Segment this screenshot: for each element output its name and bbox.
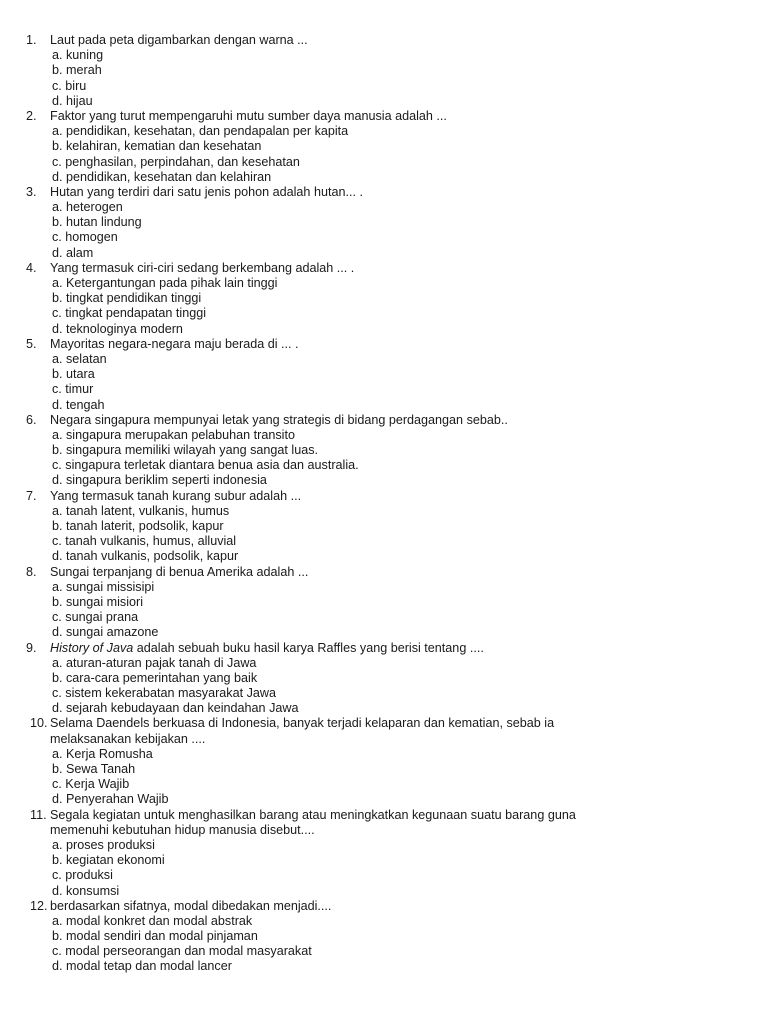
question-number: 4. <box>26 260 37 275</box>
question-text: Mayoritas negara-negara maju berada di ... . <box>50 336 299 351</box>
option-b: b. tanah laterit, podsolik, kapur <box>52 519 224 533</box>
question-text-continued: melaksanakan kebijakan .... <box>50 731 206 746</box>
option-a: a. sungai missisipi <box>52 579 155 594</box>
option-b: b. singapura memiliki wilayah yang sangat luas. <box>52 443 319 458</box>
question-8 <box>0 565 768 641</box>
question-2 <box>0 109 768 185</box>
question-text: Laut pada peta digambarkan dengan warna ... <box>50 33 308 47</box>
question-8-stem <box>0 565 768 580</box>
question-2-stem <box>0 109 768 124</box>
option-d: d. pendidikan, kesehatan dan kelahiran <box>52 169 272 184</box>
question-text-continued: memenuhi kebutuhan hidup manusia disebut.... <box>50 822 315 837</box>
question-number: 6. <box>26 412 37 427</box>
option-d: d. tengah <box>52 397 105 412</box>
question-6 <box>0 413 768 489</box>
option-a: a. aturan-aturan pajak tanah di Jawa <box>52 655 257 670</box>
question-1-stem <box>0 33 768 48</box>
question-text: Yang termasuk ciri-ciri sedang berkembang adalah ... . <box>50 260 355 275</box>
question-number: 8. <box>26 564 37 579</box>
question-number: 5. <box>26 336 37 351</box>
question-11 <box>0 808 768 899</box>
question-9-stem <box>0 641 768 656</box>
option-d: d. tanah vulkanis, podsolik, kapur <box>52 549 239 564</box>
question-5-stem <box>0 337 768 352</box>
question-10 <box>0 716 768 807</box>
question-number: 2. <box>26 108 37 123</box>
question-4-stem <box>0 261 768 276</box>
option-b: b. merah <box>52 63 102 78</box>
option-c: c. timur <box>52 382 94 397</box>
question-text: Segala kegiatan untuk menghasilkan barang atau meningkatkan kegunaan suatu barang guna <box>50 807 576 822</box>
option-a: a. heterogen <box>52 200 123 215</box>
question-text: berdasarkan sifatnya, modal dibedakan menjadi.... <box>50 898 332 913</box>
question-10-stem <box>0 716 768 731</box>
question-number: 3. <box>26 184 37 199</box>
question-9 <box>0 641 768 717</box>
option-c: c. sistem kekerabatan masyarakat Jawa <box>52 686 276 701</box>
option-d: d. modal tetap dan modal lancer <box>52 959 232 974</box>
option-a: a. tanah latent, vulkanis, humus <box>52 503 230 518</box>
question-6-stem <box>0 413 768 428</box>
book-title: History of Java <box>50 640 134 655</box>
option-b: b. kelahiran, kematian dan kesehatan <box>52 139 262 154</box>
option-d: d. teknologinya modern <box>52 321 183 336</box>
question-number: 7. <box>26 488 37 503</box>
question-number: 12. <box>30 898 48 913</box>
question-5 <box>0 337 768 413</box>
question-text: Sungai terpanjang di benua Amerika adalah ... <box>50 564 309 579</box>
question-3-stem <box>0 185 768 200</box>
option-a: a. Ketergantungan pada pihak lain tinggi <box>52 276 278 290</box>
option-b: b. utara <box>52 367 95 382</box>
question-number: 10. <box>30 716 48 731</box>
question-12 <box>0 899 768 975</box>
question-sheet <box>0 33 768 975</box>
question-number: 9. <box>26 640 37 655</box>
option-b: b. kegiatan ekonomi <box>52 853 165 868</box>
question-7 <box>0 489 768 565</box>
option-c: c. penghasilan, perpindahan, dan kesehatan <box>52 154 300 169</box>
option-c: c. tingkat pendapatan tinggi <box>52 306 207 321</box>
option-c: c. singapura terletak diantara benua asia dan australia. <box>52 458 359 473</box>
question-text: adalah sebuah buku hasil karya Raffles yang berisi tentang .... <box>133 640 484 655</box>
option-a: a. Kerja Romusha <box>52 746 153 761</box>
option-d: d. singapura beriklim seperti indonesia <box>52 473 267 488</box>
question-3 <box>0 185 768 261</box>
option-b: b. hutan lindung <box>52 215 142 230</box>
option-a: a. singapura merupakan pelabuhan transito <box>52 427 295 442</box>
option-b: b. sungai misiori <box>52 594 143 609</box>
option-a: a. selatan <box>52 351 107 366</box>
question-12-stem <box>0 899 768 914</box>
question-number: 11. <box>30 807 47 822</box>
option-a: a. pendidikan, kesehatan, dan pendapalan per kapita <box>52 124 349 139</box>
option-c: c. sungai prana <box>52 610 139 625</box>
question-text: Hutan yang terdiri dari satu jenis pohon adalah hutan... . <box>50 184 363 199</box>
option-d: d. sungai amazone <box>52 625 159 640</box>
question-text: Yang termasuk tanah kurang subur adalah ... <box>50 488 302 503</box>
option-d: d. alam <box>52 245 94 260</box>
option-a: a. kuning <box>52 48 104 63</box>
option-a: a. modal konkret dan modal abstrak <box>52 913 253 928</box>
option-b: b. cara-cara pemerintahan yang baik <box>52 670 258 685</box>
question-11-stem <box>0 808 768 823</box>
option-c: c. biru <box>52 78 87 93</box>
option-d: d. konsumsi <box>52 883 120 898</box>
option-d: d. sejarah kebudayaan dan keindahan Jawa <box>52 701 299 716</box>
question-4 <box>0 261 768 337</box>
option-b: b. Sewa Tanah <box>52 762 136 776</box>
question-text: Negara singapura mempunyai letak yang strategis di bidang perdagangan sebab.. <box>50 412 508 427</box>
option-b: b. modal sendiri dan modal pinjaman <box>52 929 258 944</box>
option-d: d. hijau <box>52 93 93 108</box>
option-c: c. homogen <box>52 230 118 245</box>
question-text: Selama Daendels berkuasa di Indonesia, banyak terjadi kelaparan dan kematian, sebab ia <box>50 716 555 731</box>
option-c: c. modal perseorangan dan modal masyarakat <box>52 944 312 959</box>
option-a: a. proses produksi <box>52 837 155 852</box>
question-1 <box>0 33 768 109</box>
question-number: 1. <box>26 33 37 47</box>
question-text: Faktor yang turut mempengaruhi mutu sumber daya manusia adalah ... <box>50 108 447 123</box>
option-c: c. Kerja Wajib <box>52 777 130 792</box>
option-b: b. tingkat pendidikan tinggi <box>52 291 202 306</box>
option-d: d. Penyerahan Wajib <box>52 792 169 807</box>
option-c: c. tanah vulkanis, humus, alluvial <box>52 534 237 549</box>
option-c: c. produksi <box>52 868 113 883</box>
question-7-stem <box>0 489 768 504</box>
